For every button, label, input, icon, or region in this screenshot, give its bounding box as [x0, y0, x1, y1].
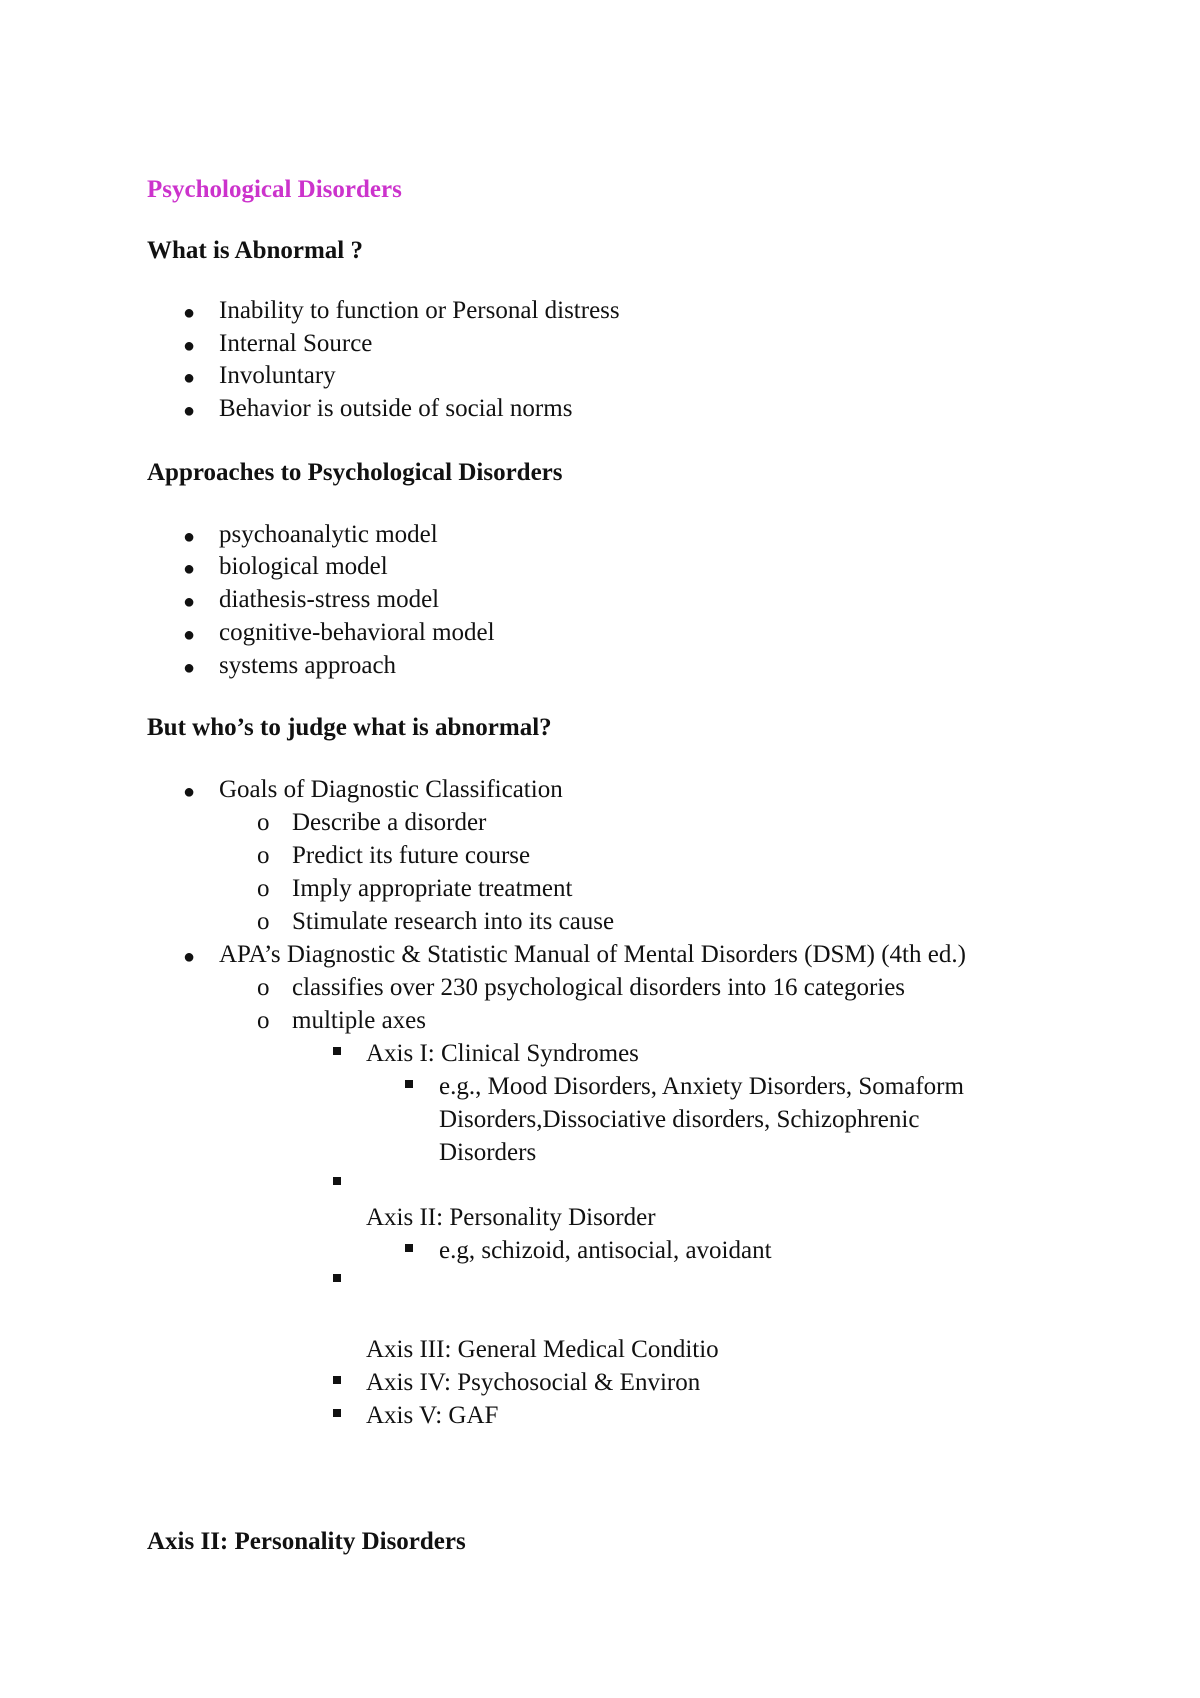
list-item: systems approach: [219, 652, 397, 679]
axis-example-line: Disorders,Dissociative disorders, Schizophrenic: [439, 1106, 920, 1133]
bullet-icon: ●: [183, 526, 196, 548]
bullet-icon: ●: [183, 781, 196, 803]
circle-bullet-icon: o: [257, 908, 270, 935]
axis-example-line: e.g, schizoid, antisocial, avoidant: [439, 1237, 772, 1264]
sub-list-item: Predict its future course: [292, 842, 531, 869]
square-bullet-icon: [333, 1047, 341, 1055]
section-heading-axis2-personality: Axis II: Personality Disorders: [147, 1528, 466, 1555]
list-item: Internal Source: [219, 330, 373, 357]
list-item: Involuntary: [219, 362, 336, 389]
list-item: Inability to function or Personal distress: [219, 297, 620, 324]
square-bullet-icon: [333, 1376, 341, 1384]
axis-example-line: Disorders: [439, 1139, 537, 1166]
bullet-icon: ●: [183, 302, 196, 324]
circle-bullet-icon: o: [257, 875, 270, 902]
list-item: diathesis-stress model: [219, 586, 440, 613]
section-heading-approaches: Approaches to Psychological Disorders: [147, 459, 563, 486]
bullet-icon: ●: [183, 400, 196, 422]
list-item-goals: Goals of Diagnostic Classification: [219, 776, 563, 803]
list-item-dsm: APA’s Diagnostic & Statistic Manual of Mental Disorders (DSM) (4th ed.): [219, 941, 966, 968]
square-bullet-icon: [405, 1080, 413, 1088]
axis-item-2: Axis II: Personality Disorder: [366, 1204, 656, 1231]
square-bullet-icon: [405, 1244, 413, 1252]
list-item: Behavior is outside of social norms: [219, 395, 573, 422]
sub-list-item: Stimulate research into its cause: [292, 908, 615, 935]
axis-item-1: Axis I: Clinical Syndromes: [366, 1040, 639, 1067]
bullet-icon: ●: [183, 624, 196, 646]
bullet-icon: ●: [183, 335, 196, 357]
square-bullet-icon: [333, 1274, 341, 1282]
bullet-icon: ●: [183, 657, 196, 679]
section-heading-what-is-abnormal: What is Abnormal ?: [147, 237, 364, 264]
bullet-icon: ●: [183, 558, 196, 580]
circle-bullet-icon: o: [257, 974, 270, 1001]
sub-list-item: Describe a disorder: [292, 809, 487, 836]
bullet-icon: ●: [183, 367, 196, 389]
list-item: psychoanalytic model: [219, 521, 438, 548]
document-title: Psychological Disorders: [147, 176, 402, 203]
sub-list-item: Imply appropriate treatment: [292, 875, 573, 902]
axis-item-4: Axis IV: Psychosocial & Environ: [366, 1369, 701, 1396]
section-heading-who-judges: But who’s to judge what is abnormal?: [147, 714, 552, 741]
list-item: biological model: [219, 553, 388, 580]
square-bullet-icon: [333, 1409, 341, 1417]
sub-list-item: classifies over 230 psychological disorders into 16 categories: [292, 974, 906, 1001]
bullet-icon: ●: [183, 591, 196, 613]
sub-list-item: multiple axes: [292, 1007, 426, 1034]
axis-item-3: Axis III: General Medical Conditio: [366, 1336, 719, 1363]
circle-bullet-icon: o: [257, 842, 270, 869]
axis-item-5: Axis V: GAF: [366, 1402, 499, 1429]
list-item: cognitive-behavioral model: [219, 619, 495, 646]
circle-bullet-icon: o: [257, 1007, 270, 1034]
circle-bullet-icon: o: [257, 809, 270, 836]
axis-example-line: e.g., Mood Disorders, Anxiety Disorders, Somaform: [439, 1073, 964, 1100]
square-bullet-icon: [333, 1177, 341, 1185]
bullet-icon: ●: [183, 946, 196, 968]
